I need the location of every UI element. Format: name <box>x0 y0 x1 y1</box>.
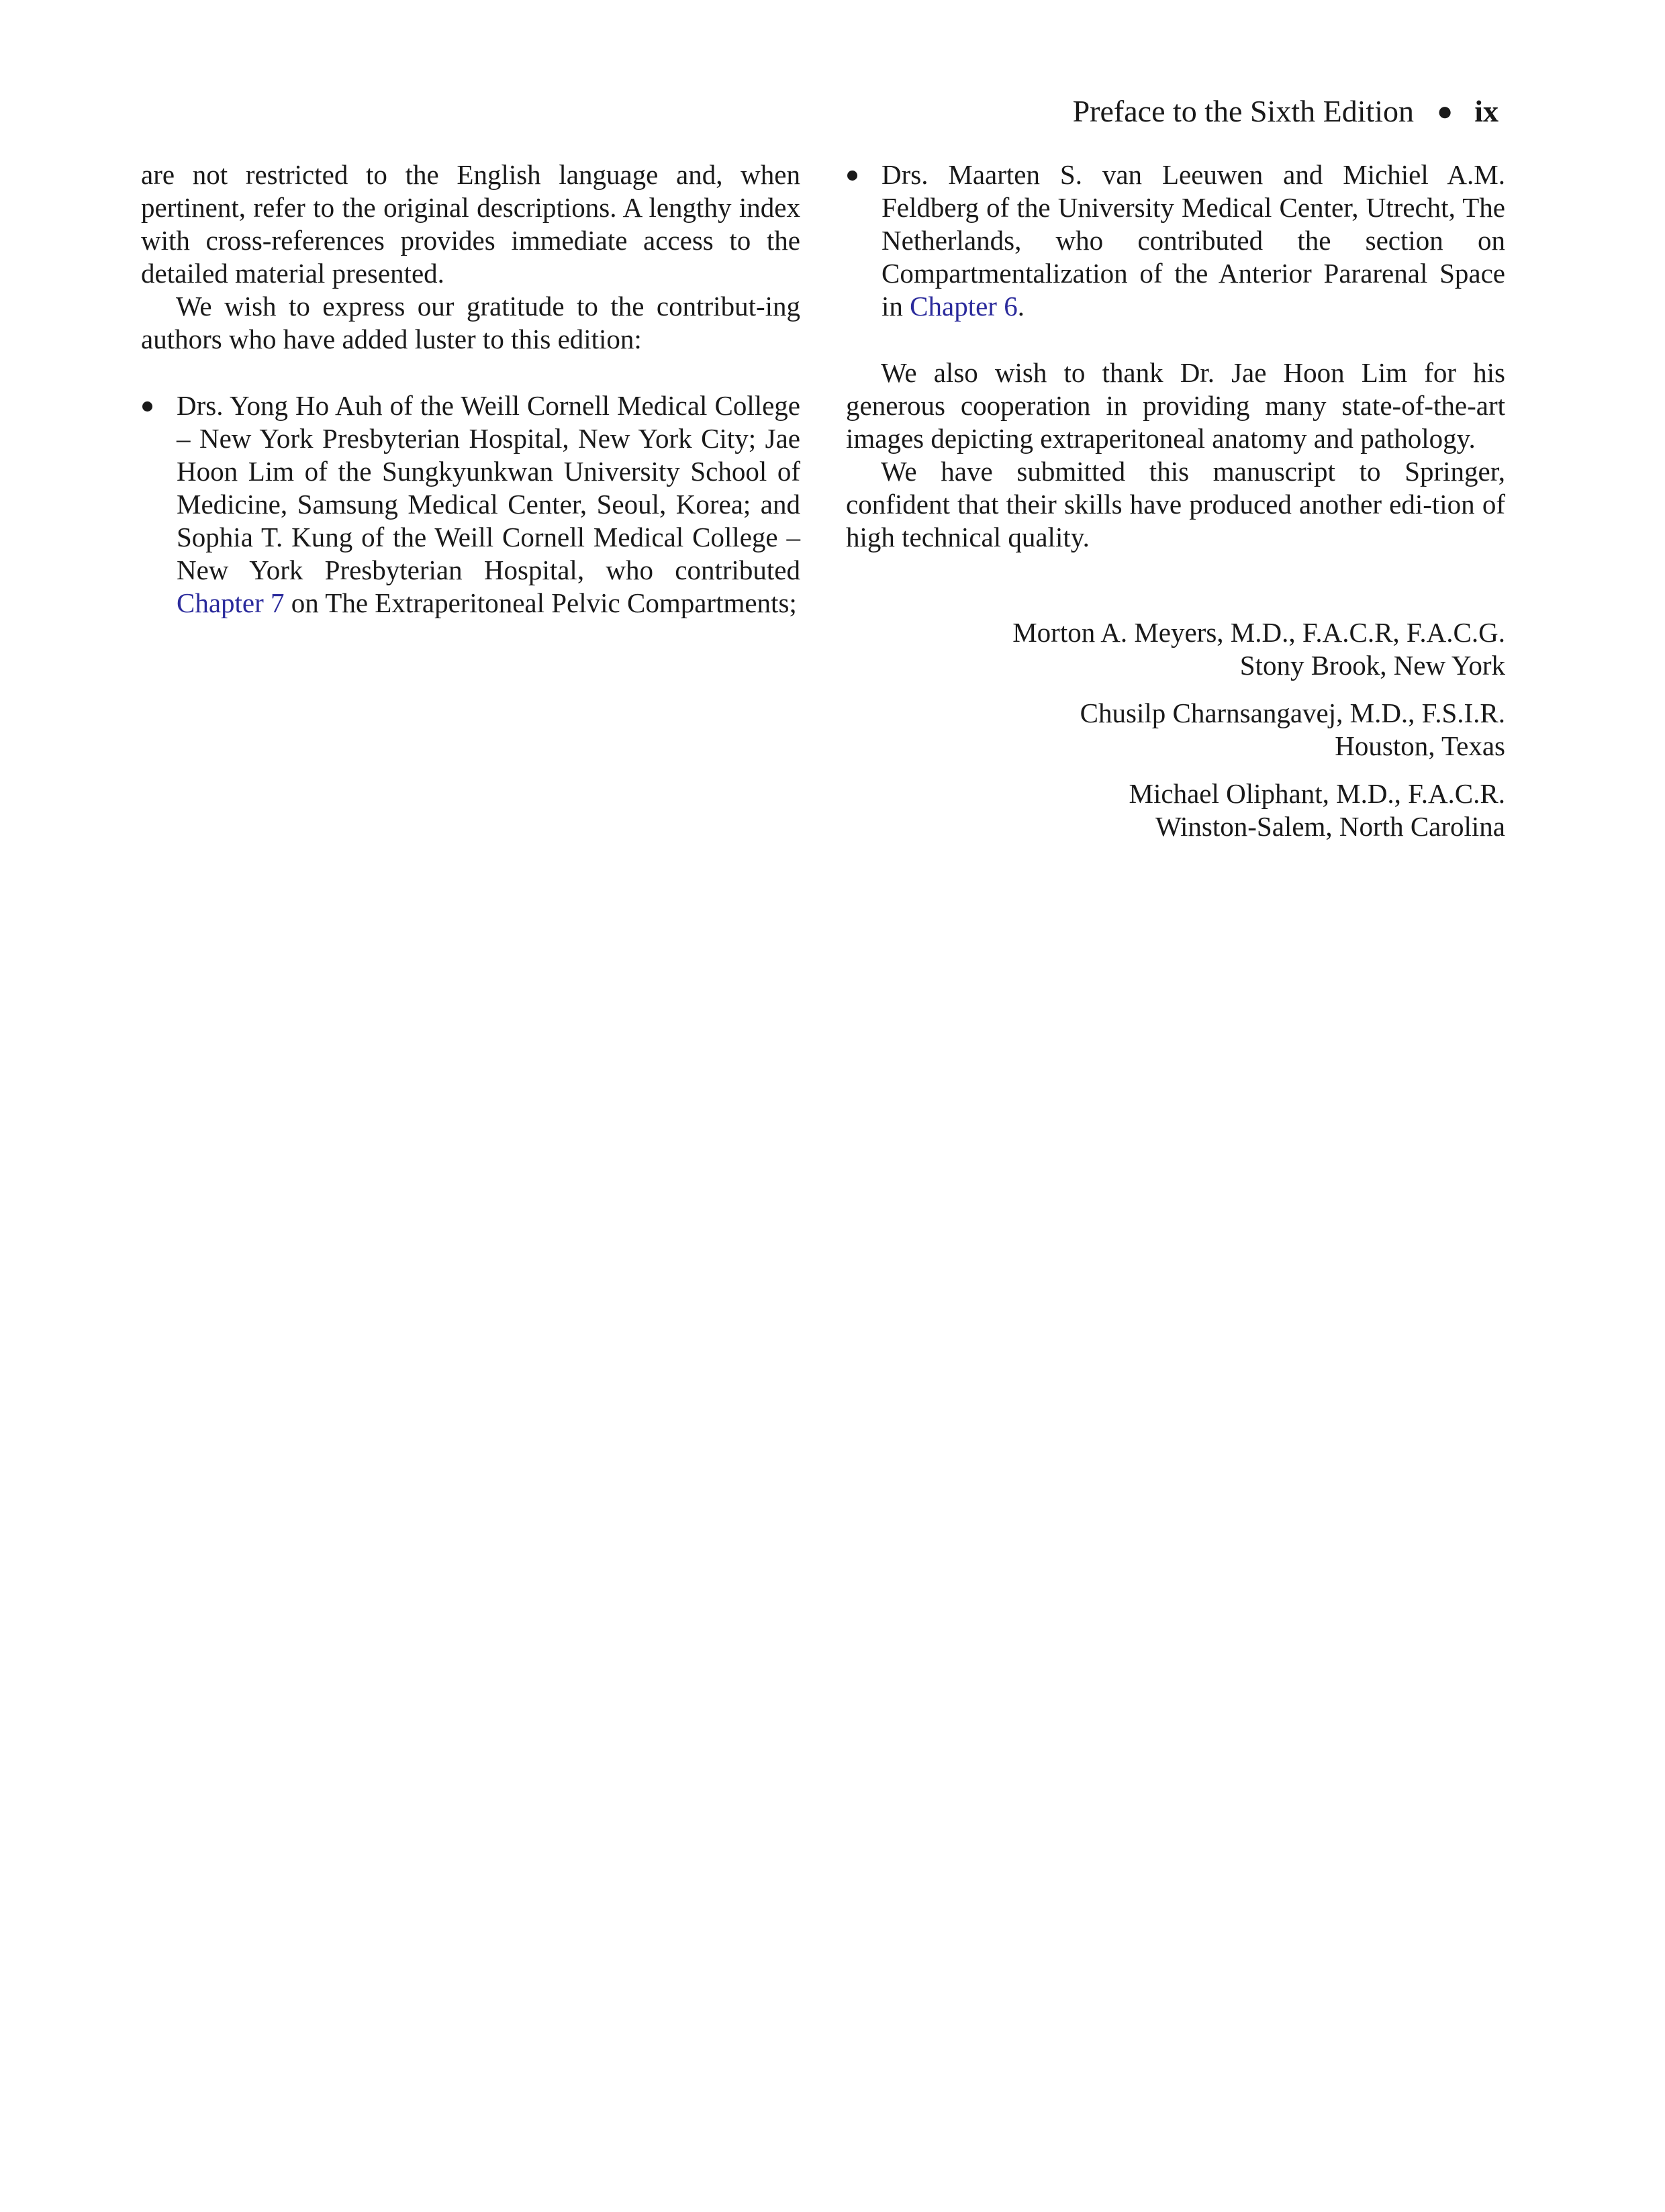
chapter-7-link[interactable]: Chapter 7 <box>177 587 285 618</box>
paragraph-submission: We have submitted this manuscript to Springer, confident that their skills have produced another edi-tion of high technical quality. <box>846 456 1505 552</box>
left-column <box>141 158 800 620</box>
running-header <box>1073 91 1498 132</box>
paragraph-thanks: We also wish to thank Dr. Jae Hoon Lim for his generous cooperation in providing many state-of-the-art images depicting extraperitoneal anatomy and pathology. <box>846 357 1505 454</box>
running-header-title: Preface to the Sixth Edition <box>1072 94 1415 128</box>
paragraph-gratitude: We wish to express our gratitude to the contribut-ing authors who have added luster to this edition: <box>141 291 800 354</box>
page-number: ix <box>1474 94 1498 128</box>
spacer <box>846 323 1505 356</box>
signature-charnsangavej <box>846 697 1505 763</box>
chapter-6-link[interactable]: Chapter 6 <box>910 291 1018 322</box>
bullet-separator-icon: ● <box>1437 96 1454 126</box>
signature-name: Chusilp Charnsangavej, M.D., F.S.I.R. <box>1080 698 1505 728</box>
signature-oliphant <box>846 777 1505 843</box>
contributor-auh-body: Drs. Yong Ho Auh of the Weill Cornell Medical College – New York Presbyterian Hospital, New York City; Jae Hoon Lim of the Sungkyunkwan University School of Medicine, Samsung Medical Center, Seoul, Korea; and Sophia T. Kung of the Weill Cornell Medical College – New York Presbyterian Hospital, who contributed <box>177 390 800 585</box>
contributor-van-leeuwen-tail: . <box>1017 291 1025 322</box>
list-item-contributor-van-leeuwen <box>846 158 1505 323</box>
signature-name: Morton A. Meyers, M.D., F.A.C.R, F.A.C.G. <box>1012 617 1505 648</box>
contributor-list-left <box>141 389 800 620</box>
signature-meyers <box>846 616 1505 682</box>
right-column <box>846 158 1505 858</box>
spacer <box>141 356 800 389</box>
contributor-van-leeuwen-body: Drs. Maarten S. van Leeuwen and Michiel A.M. Feldberg of the University Medical Center, Utrecht, The Netherlands, who contributed the section on Compartmentalization of the Anterior Pararenal Space in <box>882 159 1505 322</box>
list-item-contributor-auh <box>141 389 800 620</box>
contributor-auh-tail: on The Extraperitoneal Pelvic Compartments; <box>291 587 797 618</box>
contributor-van-leeuwen-text <box>882 158 1505 323</box>
paragraph-index-note: are not restricted to the English language and, when pertinent, refer to the original descriptions. A lengthy index with cross-references provides immediate access to the detailed material presented. <box>141 159 800 289</box>
signature-place: Winston-Salem, North Carolina <box>1155 811 1505 842</box>
signature-name: Michael Oliphant, M.D., F.A.C.R. <box>1129 778 1505 809</box>
signature-block <box>846 616 1505 843</box>
bullet-icon <box>847 171 857 181</box>
signature-place: Stony Brook, New York <box>1239 650 1505 681</box>
contributor-list-right <box>846 158 1505 323</box>
bullet-icon <box>142 401 152 412</box>
contributor-auh-text <box>177 389 800 620</box>
signature-place: Houston, Texas <box>1335 730 1505 761</box>
